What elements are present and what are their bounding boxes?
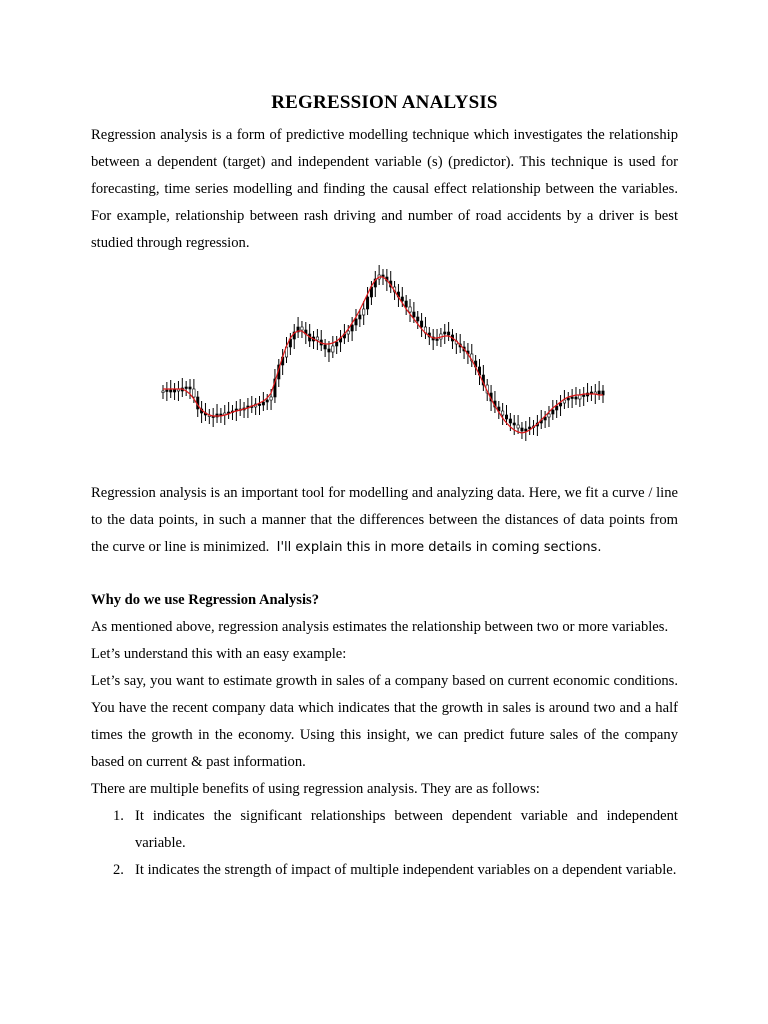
price-bar xyxy=(266,400,268,402)
price-bar xyxy=(189,387,191,389)
benefit-item xyxy=(91,803,678,857)
price-bar xyxy=(405,301,407,307)
price-bar xyxy=(363,309,365,315)
price-bar xyxy=(575,397,577,399)
price-bar xyxy=(335,342,337,346)
price-bar xyxy=(193,389,195,397)
price-bar xyxy=(401,297,403,301)
why-paragraph-4: There are multiple benefits of using regression analysis. They are as follows: xyxy=(91,781,540,797)
price-bar xyxy=(413,312,415,317)
price-bar xyxy=(332,346,334,352)
price-bar xyxy=(185,387,187,389)
price-bar xyxy=(521,428,523,431)
price-bar xyxy=(328,349,330,352)
price-bar xyxy=(347,331,349,334)
benefit-number: 2. xyxy=(113,862,124,878)
price-bar xyxy=(513,423,515,425)
price-bar xyxy=(324,345,326,349)
price-bar xyxy=(525,429,527,431)
why-paragraph-1: As mentioned above, regression analysis estimates the relationship between two or more variables. xyxy=(91,619,669,635)
benefit-text: It indicates the significant relationships between dependent variable and independent variable. xyxy=(135,808,678,851)
benefits-list xyxy=(91,803,678,884)
price-bar xyxy=(517,425,519,428)
price-bar xyxy=(509,419,511,423)
price-bar xyxy=(444,332,446,334)
price-bar xyxy=(355,319,357,325)
benefit-item xyxy=(91,857,678,884)
tool-paragraph-note: I'll explain this in more details in coming sections. xyxy=(276,540,602,555)
price-bar xyxy=(316,337,318,340)
price-bar xyxy=(571,397,573,399)
why-paragraph-3: Let’s say, you want to estimate growth in sales of a company based on current economic conditions. You have the recent company data which indicates that the growth in sales is around two and a half times the growth in the economy. Using this insight, we can predict future sales of the company based on current & past information. xyxy=(91,673,678,770)
why-heading: Why do we use Regression Analysis? xyxy=(91,592,319,608)
price-bar xyxy=(366,297,368,309)
price-bar xyxy=(501,411,503,415)
benefit-number: 1. xyxy=(113,808,124,824)
page-title: REGRESSION ANALYSIS xyxy=(271,92,498,113)
price-bar xyxy=(447,332,449,335)
price-bar xyxy=(590,392,592,394)
price-bar xyxy=(166,390,168,392)
price-bar xyxy=(555,406,557,410)
price-bar xyxy=(359,315,361,319)
price-bar xyxy=(548,414,550,417)
price-bar xyxy=(162,391,164,393)
tool-paragraph-text: Regression analysis is an important tool for modelling and analyzing data. Here, we fit a curve / line to the data points, in such a manner that the differences between the distances of data points from the curve or line is minimized. xyxy=(91,485,678,555)
price-bar xyxy=(436,339,438,341)
price-bar xyxy=(552,410,554,414)
price-bar xyxy=(583,395,585,397)
price-bar xyxy=(270,397,272,400)
price-bar xyxy=(409,307,411,312)
intro-paragraph: Regression analysis is a form of predictive modelling technique which investigates the relationship between a dependent (target) and independent variable (s) (predictor). This technique is used for forecasting, time series modelling and finding the causal effect relationship between the variables. For example, relationship between rash driving and number of road accidents by a driver is best studied through regression. xyxy=(91,127,678,251)
price-bar xyxy=(567,398,569,400)
price-bar xyxy=(420,321,422,327)
price-bar xyxy=(563,400,565,403)
benefit-text: It indicates the strength of impact of multiple independent variables on a dependent variable. xyxy=(135,862,677,878)
price-bar xyxy=(262,402,264,405)
price-bar xyxy=(559,403,561,406)
price-bar xyxy=(301,327,303,330)
price-bar xyxy=(505,415,507,419)
regression-chart xyxy=(161,262,611,452)
why-section-body xyxy=(91,614,678,884)
tool-paragraph xyxy=(91,480,678,561)
price-bar xyxy=(351,325,353,331)
why-paragraph-2: Let’s understand this with an easy example: xyxy=(91,646,347,662)
price-bar xyxy=(170,390,172,392)
price-bar xyxy=(258,404,260,406)
price-bar xyxy=(417,317,419,321)
price-bar xyxy=(598,391,600,394)
